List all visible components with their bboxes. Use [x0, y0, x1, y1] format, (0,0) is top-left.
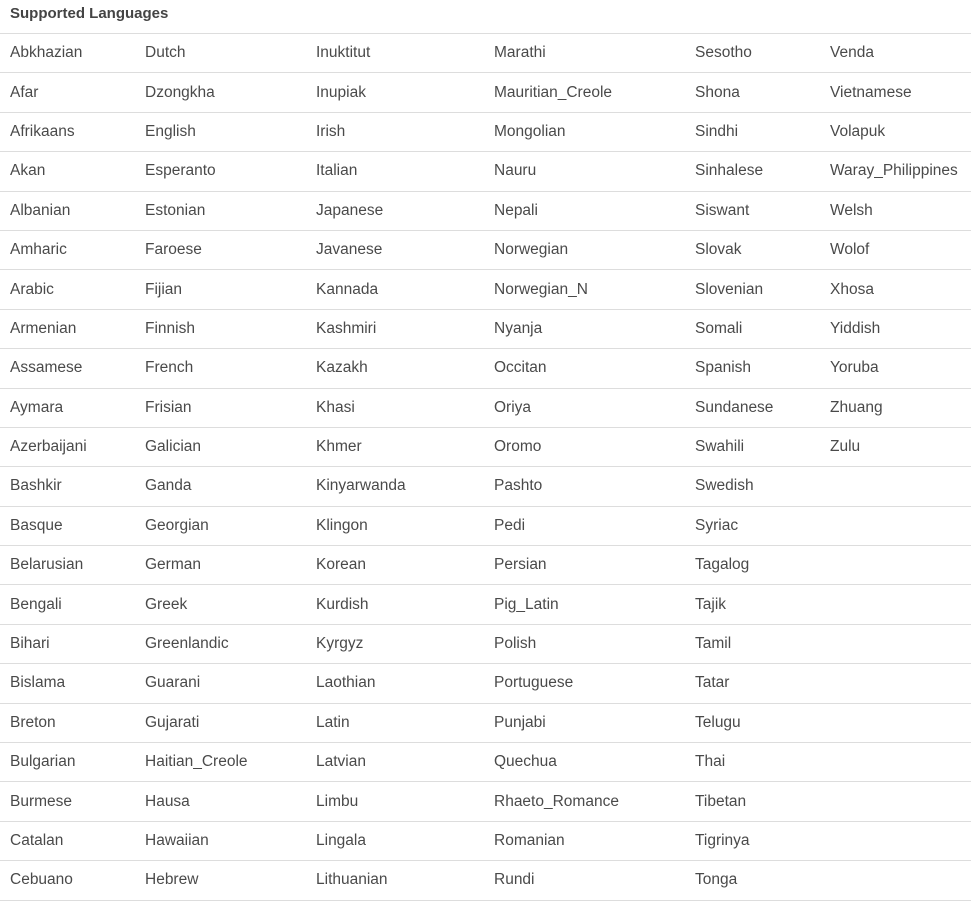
language-cell: Bislama: [0, 664, 135, 703]
language-cell: Tatar: [685, 664, 820, 703]
language-cell: Basque: [0, 506, 135, 545]
language-cell: [820, 546, 971, 585]
language-cell: Estonian: [135, 191, 306, 230]
page-title: Supported Languages: [10, 5, 169, 22]
language-cell: Dzongkha: [135, 73, 306, 112]
language-cell: Greek: [135, 585, 306, 624]
language-cell: Limbu: [306, 782, 484, 821]
language-cell: Ganda: [135, 467, 306, 506]
language-cell: [820, 624, 971, 663]
language-cell: Tonga: [685, 861, 820, 900]
language-cell: Albanian: [0, 191, 135, 230]
table-row: [0, 112, 971, 151]
language-cell: Tibetan: [685, 782, 820, 821]
language-cell: Guarani: [135, 664, 306, 703]
language-cell: [820, 664, 971, 703]
table-row: [0, 782, 971, 821]
language-cell: Oriya: [484, 388, 685, 427]
language-cell: Kurdish: [306, 585, 484, 624]
language-cell: Yoruba: [820, 349, 971, 388]
language-cell: Bihari: [0, 624, 135, 663]
language-cell: Zhuang: [820, 388, 971, 427]
language-cell: Welsh: [820, 191, 971, 230]
table-row: [0, 861, 971, 900]
language-cell: Norwegian_N: [484, 270, 685, 309]
language-cell: Assamese: [0, 349, 135, 388]
language-cell: English: [135, 112, 306, 151]
language-cell: [820, 703, 971, 742]
language-cell: Occitan: [484, 349, 685, 388]
languages-table: [0, 33, 971, 901]
language-cell: Sinhalese: [685, 152, 820, 191]
language-cell: Tajik: [685, 585, 820, 624]
language-cell: Inupiak: [306, 73, 484, 112]
language-cell: Swedish: [685, 467, 820, 506]
language-cell: Laothian: [306, 664, 484, 703]
languages-table-body: [0, 34, 971, 901]
language-cell: Hebrew: [135, 861, 306, 900]
language-cell: Klingon: [306, 506, 484, 545]
table-row: [0, 506, 971, 545]
language-cell: Abkhazian: [0, 34, 135, 73]
language-cell: Italian: [306, 152, 484, 191]
language-cell: Finnish: [135, 309, 306, 348]
language-cell: Volapuk: [820, 112, 971, 151]
language-cell: Tagalog: [685, 546, 820, 585]
language-cell: Shona: [685, 73, 820, 112]
language-cell: [820, 743, 971, 782]
table-row: [0, 34, 971, 73]
language-cell: Irish: [306, 112, 484, 151]
table-row: [0, 821, 971, 860]
table-row: [0, 624, 971, 663]
table-row: [0, 388, 971, 427]
language-cell: Nepali: [484, 191, 685, 230]
language-cell: [820, 782, 971, 821]
language-cell: Bashkir: [0, 467, 135, 506]
language-cell: Nyanja: [484, 309, 685, 348]
language-cell: French: [135, 349, 306, 388]
language-cell: Tamil: [685, 624, 820, 663]
table-row: [0, 230, 971, 269]
language-cell: Xhosa: [820, 270, 971, 309]
language-cell: Kinyarwanda: [306, 467, 484, 506]
language-cell: Slovenian: [685, 270, 820, 309]
language-cell: Punjabi: [484, 703, 685, 742]
table-row: [0, 546, 971, 585]
language-cell: Mauritian_Creole: [484, 73, 685, 112]
table-row: [0, 309, 971, 348]
language-cell: Sindhi: [685, 112, 820, 151]
language-cell: Nauru: [484, 152, 685, 191]
language-cell: Kyrgyz: [306, 624, 484, 663]
language-cell: [820, 821, 971, 860]
language-cell: Pashto: [484, 467, 685, 506]
language-cell: Swahili: [685, 427, 820, 466]
language-cell: Vietnamese: [820, 73, 971, 112]
table-row: [0, 191, 971, 230]
language-cell: Faroese: [135, 230, 306, 269]
language-cell: Syriac: [685, 506, 820, 545]
table-row: [0, 427, 971, 466]
language-cell: Pig_Latin: [484, 585, 685, 624]
language-cell: Arabic: [0, 270, 135, 309]
language-cell: Hausa: [135, 782, 306, 821]
language-cell: Thai: [685, 743, 820, 782]
language-cell: Portuguese: [484, 664, 685, 703]
language-cell: Esperanto: [135, 152, 306, 191]
language-cell: Haitian_Creole: [135, 743, 306, 782]
language-cell: Greenlandic: [135, 624, 306, 663]
language-cell: Frisian: [135, 388, 306, 427]
language-cell: Zulu: [820, 427, 971, 466]
language-cell: [820, 861, 971, 900]
language-cell: Bengali: [0, 585, 135, 624]
language-cell: Wolof: [820, 230, 971, 269]
language-cell: Sundanese: [685, 388, 820, 427]
language-cell: Akan: [0, 152, 135, 191]
language-cell: Marathi: [484, 34, 685, 73]
language-cell: Galician: [135, 427, 306, 466]
language-cell: Gujarati: [135, 703, 306, 742]
language-cell: Japanese: [306, 191, 484, 230]
language-cell: Oromo: [484, 427, 685, 466]
language-cell: Quechua: [484, 743, 685, 782]
table-row: [0, 152, 971, 191]
language-cell: Slovak: [685, 230, 820, 269]
language-cell: Hawaiian: [135, 821, 306, 860]
language-cell: Aymara: [0, 388, 135, 427]
table-row: [0, 270, 971, 309]
language-cell: Polish: [484, 624, 685, 663]
language-cell: Amharic: [0, 230, 135, 269]
language-cell: Korean: [306, 546, 484, 585]
table-row: [0, 703, 971, 742]
language-cell: Kannada: [306, 270, 484, 309]
language-cell: Somali: [685, 309, 820, 348]
language-cell: Lithuanian: [306, 861, 484, 900]
language-cell: Telugu: [685, 703, 820, 742]
table-row: [0, 585, 971, 624]
language-cell: Georgian: [135, 506, 306, 545]
language-cell: [820, 506, 971, 545]
language-cell: Cebuano: [0, 861, 135, 900]
language-cell: Tigrinya: [685, 821, 820, 860]
language-cell: Sesotho: [685, 34, 820, 73]
table-row: [0, 73, 971, 112]
language-cell: [820, 585, 971, 624]
language-cell: Armenian: [0, 309, 135, 348]
language-cell: Breton: [0, 703, 135, 742]
language-cell: Belarusian: [0, 546, 135, 585]
language-cell: Rundi: [484, 861, 685, 900]
language-cell: Pedi: [484, 506, 685, 545]
language-cell: Siswant: [685, 191, 820, 230]
language-cell: Kashmiri: [306, 309, 484, 348]
language-cell: Afar: [0, 73, 135, 112]
language-cell: Kazakh: [306, 349, 484, 388]
language-cell: Waray_Philippines: [820, 152, 971, 191]
language-cell: Bulgarian: [0, 743, 135, 782]
table-row: [0, 349, 971, 388]
language-cell: Mongolian: [484, 112, 685, 151]
language-cell: German: [135, 546, 306, 585]
table-row: [0, 743, 971, 782]
language-cell: Norwegian: [484, 230, 685, 269]
language-cell: Khasi: [306, 388, 484, 427]
table-row: [0, 664, 971, 703]
language-cell: Fijian: [135, 270, 306, 309]
language-cell: Javanese: [306, 230, 484, 269]
language-cell: Inuktitut: [306, 34, 484, 73]
language-cell: Khmer: [306, 427, 484, 466]
language-cell: Dutch: [135, 34, 306, 73]
language-cell: Catalan: [0, 821, 135, 860]
language-cell: Afrikaans: [0, 112, 135, 151]
language-cell: Romanian: [484, 821, 685, 860]
language-cell: Yiddish: [820, 309, 971, 348]
language-cell: Latvian: [306, 743, 484, 782]
language-cell: Lingala: [306, 821, 484, 860]
language-cell: Persian: [484, 546, 685, 585]
language-cell: Venda: [820, 34, 971, 73]
language-cell: Spanish: [685, 349, 820, 388]
language-cell: Latin: [306, 703, 484, 742]
language-cell: Burmese: [0, 782, 135, 821]
language-cell: Azerbaijani: [0, 427, 135, 466]
language-cell: Rhaeto_Romance: [484, 782, 685, 821]
language-cell: [820, 467, 971, 506]
table-row: [0, 467, 971, 506]
